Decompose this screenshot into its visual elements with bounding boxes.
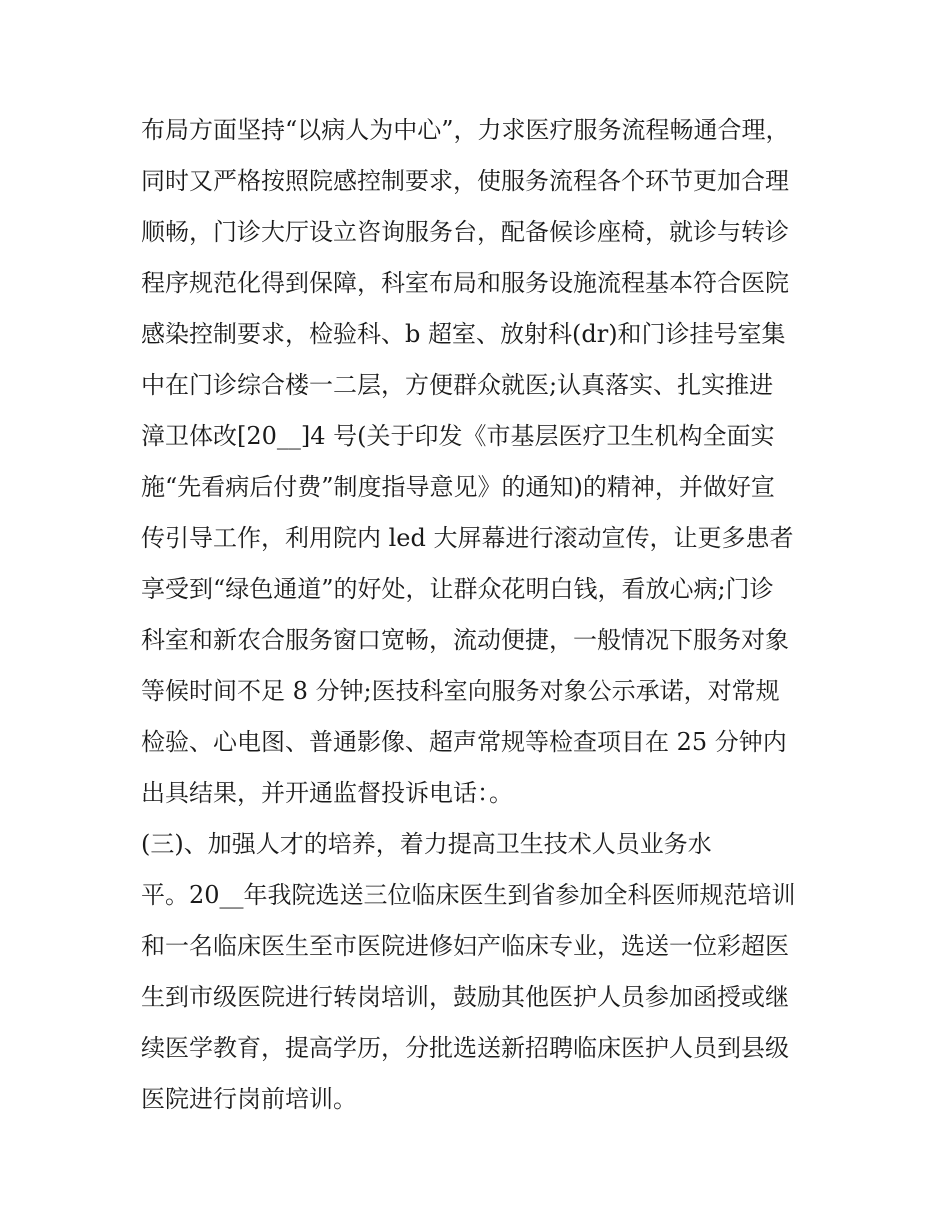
text-line: 平。20__年我院选送三位临床医生到省参加全科医师规范培训 bbox=[141, 881, 796, 909]
text-line: 和一名临床医生至市医院进修妇产临床专业，选送一位彩超医 bbox=[141, 932, 789, 960]
text-line: 享受到“绿色通道”的好处，让群众花明白钱，看放心病;门诊 bbox=[141, 575, 774, 603]
text-line: 中在门诊综合楼一二层，方便群众就医;认真落实、扎实推进 bbox=[141, 371, 774, 399]
text-line: 出具结果，并开通监督投诉电话：。 bbox=[141, 779, 513, 807]
text-line: 漳卫体改[20__]4 号(关于印发《市基层医疗卫生机构全面实 bbox=[141, 422, 775, 450]
text-line: 施“先看病后付费”制度指导意见》的通知)的精神，并做好宣 bbox=[141, 473, 775, 501]
text-line: 科室和新农合服务窗口宽畅，流动便捷，一般情况下服务对象 bbox=[141, 626, 789, 654]
text-line: 生到市级医院进行转岗培训，鼓励其他医护人员参加函授或继 bbox=[141, 983, 789, 1011]
text-line: 检验、心电图、普通影像、超声常规等检查项目在 25 分钟内 bbox=[141, 728, 787, 756]
text-line: 续医学教育，提高学历，分批选送新招聘临床医护人员到县级 bbox=[141, 1034, 789, 1062]
text-line: 等候时间不足 8 分钟;医技科室向服务对象公示承诺，对常规 bbox=[141, 677, 780, 705]
text-line: 感染控制要求，检验科、b 超室、放射科(dr)和门诊挂号室集 bbox=[141, 320, 786, 348]
text-line: 程序规范化得到保障，科室布局和服务设施流程基本符合医院 bbox=[141, 269, 789, 297]
text-line: 医院进行岗前培训。 bbox=[141, 1085, 357, 1113]
text-line: 布局方面坚持“以病人为中心”，力求医疗服务流程畅通合理， bbox=[141, 116, 790, 144]
section-heading-line: (三)、加强人才的培养，着力提高卫生技术人员业务水 bbox=[141, 830, 712, 858]
text-line: 顺畅，门诊大厅设立咨询服务台，配备候诊座椅，就诊与转诊 bbox=[141, 218, 789, 246]
text-line: 传引导工作，利用院内 led 大屏幕进行滚动宣传，让更多患者 bbox=[141, 524, 794, 552]
text-line: 同时又严格按照院感控制要求，使服务流程各个环节更加合理 bbox=[141, 167, 789, 195]
body-text bbox=[141, 105, 821, 1125]
